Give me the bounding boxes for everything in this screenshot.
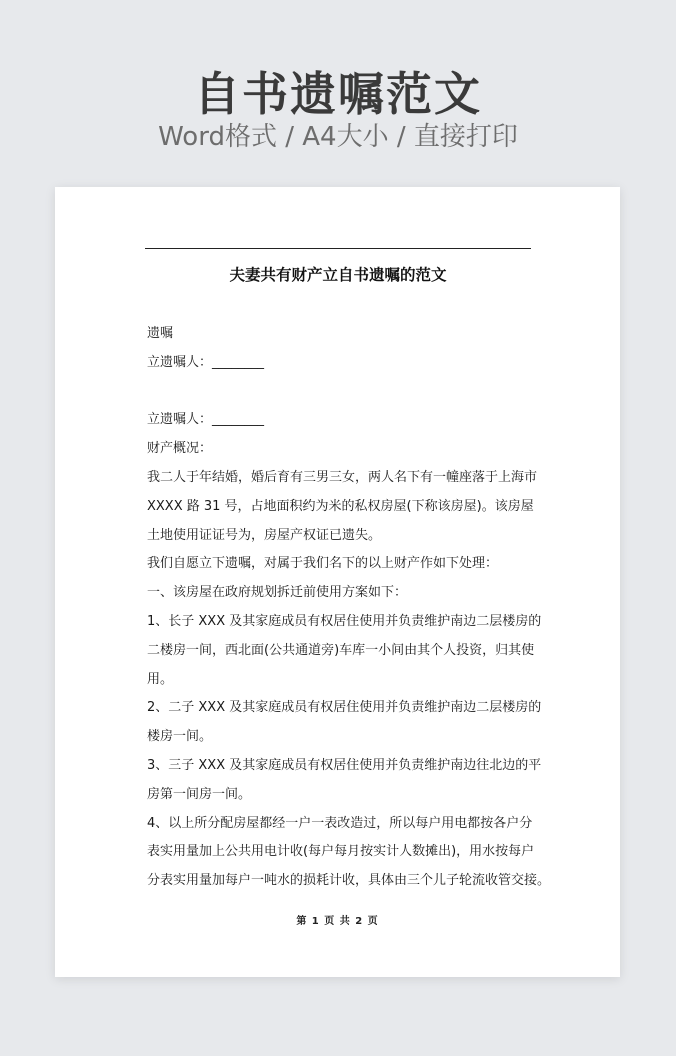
body-line: 4、以上所分配房屋都经一户一表改造过，所以每户用电都按各户分: [147, 815, 533, 831]
body-line: 用。: [147, 671, 174, 687]
document-title: 夫妻共有财产立自书遗嘱的范文: [229, 266, 447, 284]
banner-subtitle: Word格式 / A4大小 / 直接打印: [158, 122, 518, 152]
body-line: 我们自愿立下遗嘱，对属于我们名下的以上财产作如下处理：: [147, 556, 499, 572]
body-line: 遗嘱: [147, 326, 174, 341]
body-line: 3、三子 XXX 及其家庭成员有权居住使用并负责维护南边往北边的平: [147, 757, 542, 773]
banner-title: 自书遗嘱范文: [194, 67, 482, 121]
document-page: [55, 187, 620, 977]
body-line: 分表实用量加每户一吨水的损耗计收，具体由三个儿子轮流收管交接。: [147, 873, 551, 889]
body-line: 土地使用证证号为，房屋产权证已遗失。: [147, 527, 382, 543]
body-line: 楼房一间。: [147, 729, 213, 745]
body-line: 一、该房屋在政府规划拆迁前使用方案如下：: [147, 585, 408, 601]
body-line: 1、长子 XXX 及其家庭成员有权居住使用并负责维护南边二层楼房的: [147, 613, 542, 629]
body-line: 表实用量加上公共用电计收(每户每月按实计人数摊出)，用水按每户: [147, 844, 535, 860]
body-line: 立遗嘱人：________: [147, 354, 265, 370]
body-line: 房第一间房一间。: [147, 786, 252, 802]
body-line: 财产概况：: [147, 441, 213, 457]
body-line-blank: [147, 378, 539, 407]
header-rule: [145, 248, 531, 249]
body-line: 2、二子 XXX 及其家庭成员有权居住使用并负责维护南边二层楼房的: [147, 700, 542, 716]
document-body: [147, 320, 551, 896]
body-line: XXXX 路 31 号，占地面积约为米的私权房屋(下称该房屋)。该房屋: [147, 498, 534, 514]
body-line: 二楼房一间，西北面(公共通道旁)车库一小间由其个人投资，归其使: [147, 642, 535, 658]
body-line: 立遗嘱人：________: [147, 412, 265, 428]
page-number: 第 1 页 共 2 页: [296, 916, 379, 927]
body-line: 我二人于年结婚，婚后育有三男三女，两人名下有一幢座落于上海市: [147, 469, 538, 485]
